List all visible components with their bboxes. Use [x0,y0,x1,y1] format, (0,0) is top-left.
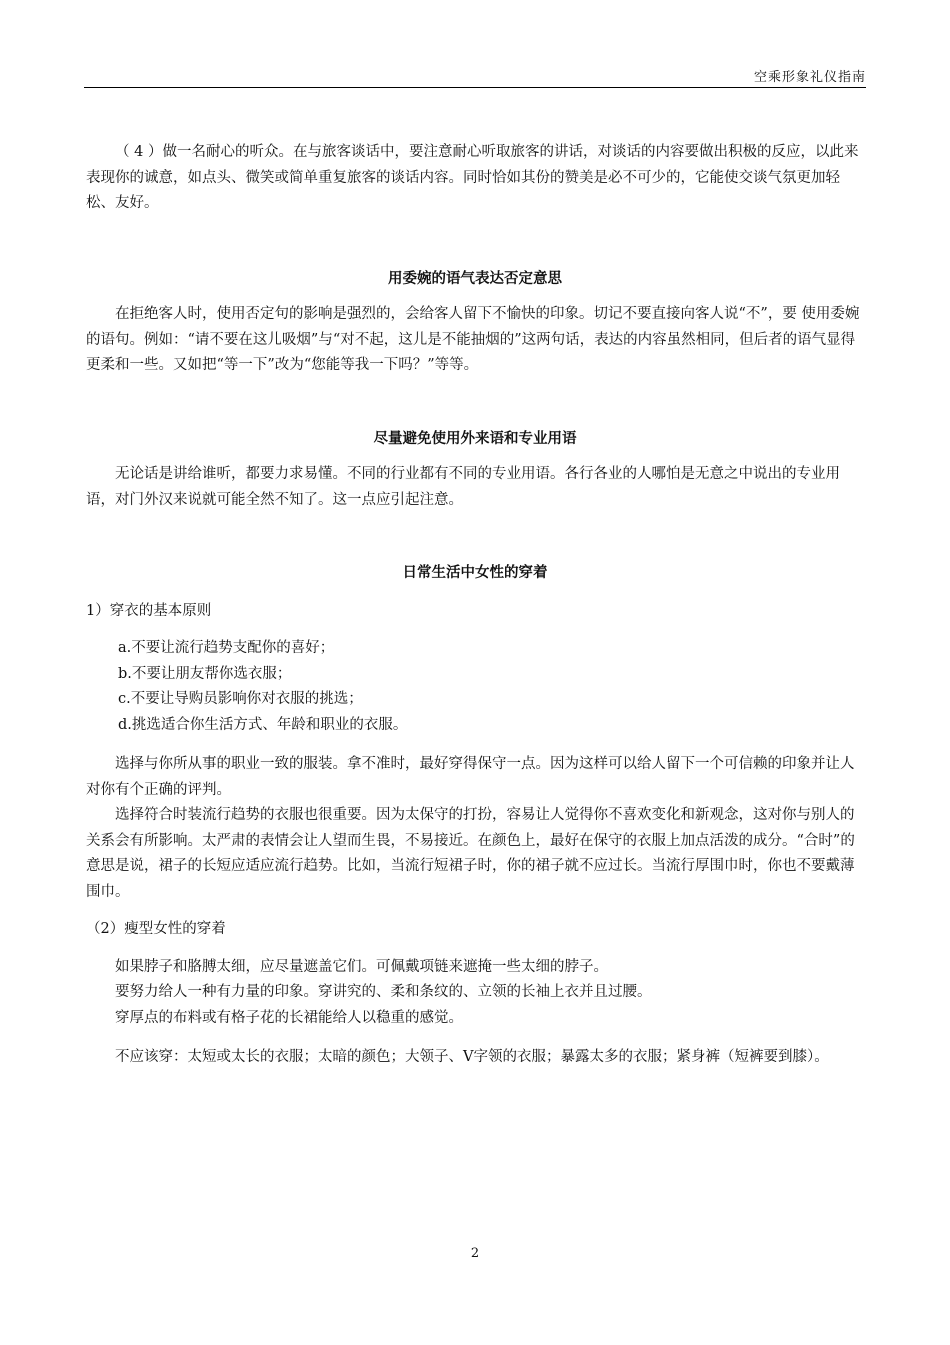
page-number: 2 [470,1246,480,1261]
paragraph-euphemism: 在拒绝客人时，使用否定句的影响是强烈的，会给客人留下不愉快的印象。切记不要直接向客人说“不”，要 使用委婉的语句。例如：“请不要在这儿吸烟”与“对不起，这儿是不能抽烟的”这两句话，表达的内容虽然相同，但后者的语气显得更柔和一些。又如把“等一下”改为“您能等我一下吗？”等等。 [86,306,860,373]
paragraph-avoid: 不应该穿：太短或太长的衣服；太暗的颜色；大领子、V字领的衣服；暴露太多的衣服；紧身裤（短裤要到膝）。 [115,1049,829,1065]
list-item: 如果脖子和胳膊太细，应尽量遮盖它们。可佩戴项链来遮掩一些太细的脖子。 [115,958,608,975]
heading-euphemism: 用委婉的语气表达否定意思 [388,270,562,287]
header-rule [84,87,866,88]
paragraph-trend: 选择符合时装流行趋势的衣服也很重要。因为太保守的打扮，容易让人觉得你不喜欢变化和新观念，这对你与别人的关系会有所影响。太严肃的表情会让人望而生畏，不易接近。在颜色上，最好在保守的衣服上加点活泼的成分。“合时”的意思是说，裙子的长短应适应流行趋势。比如，当流行短裙子时，你的裙子就不应过长。当流行厚围巾时，你也不要戴薄围巾。 [86,807,855,900]
principles-list [86,636,864,738]
heading-jargon: 尽量避免使用外来语和专业用语 [373,430,577,447]
paragraph-profession: 选择与你所从事的职业一致的服装。拿不准时，最好穿得保守一点。因为这样可以给人留下一个可信赖的印象并让人对你有个正确的评判。 [86,756,855,798]
page-body [86,140,864,1071]
list-item: d.挑选适合你生活方式、年龄和职业的衣服。 [118,716,408,733]
thin-women-title: （2）瘦型女性的穿着 [86,921,226,937]
paragraph-listener: （ 4 ）做一名耐心的听众。在与旅客谈话中，要注意耐心听取旅客的讲话，对谈话的内容要做出积极的反应，以此来表现你的诚意，如点头、微笑或简单重复旅客的谈话内容。同时恰如其份的赞美是必不可少的，它能使交谈气氛更加轻松、友好。 [86,144,859,211]
list-item: 穿厚点的布料或有格子花的长裙能给人以稳重的感觉。 [115,1009,463,1026]
list-item: a.不要让流行趋势支配你的喜好； [118,640,335,656]
principles-title: 1）穿衣的基本原则 [86,602,212,619]
list-item: b.不要让朋友帮你选衣服； [118,665,292,682]
list-item: c.不要让导购员影响你对衣服的挑选； [118,691,363,707]
paragraph-jargon: 无论话是讲给谁听，都要力求易懂。不同的行业都有不同的专业用语。各行各业的人哪怕是无意之中说出的专业用语，对门外汉来说就可能全然不知了。这一点应引起注意。 [86,466,840,508]
list-item: 要努力给人一种有力量的印象。穿讲究的、柔和条纹的、立领的长袖上衣并且过腰。 [115,984,652,1000]
thin-women-lines [86,955,864,1032]
running-header: 空乘形象礼仪指南 [753,70,866,85]
heading-dress: 日常生活中女性的穿着 [402,565,548,581]
